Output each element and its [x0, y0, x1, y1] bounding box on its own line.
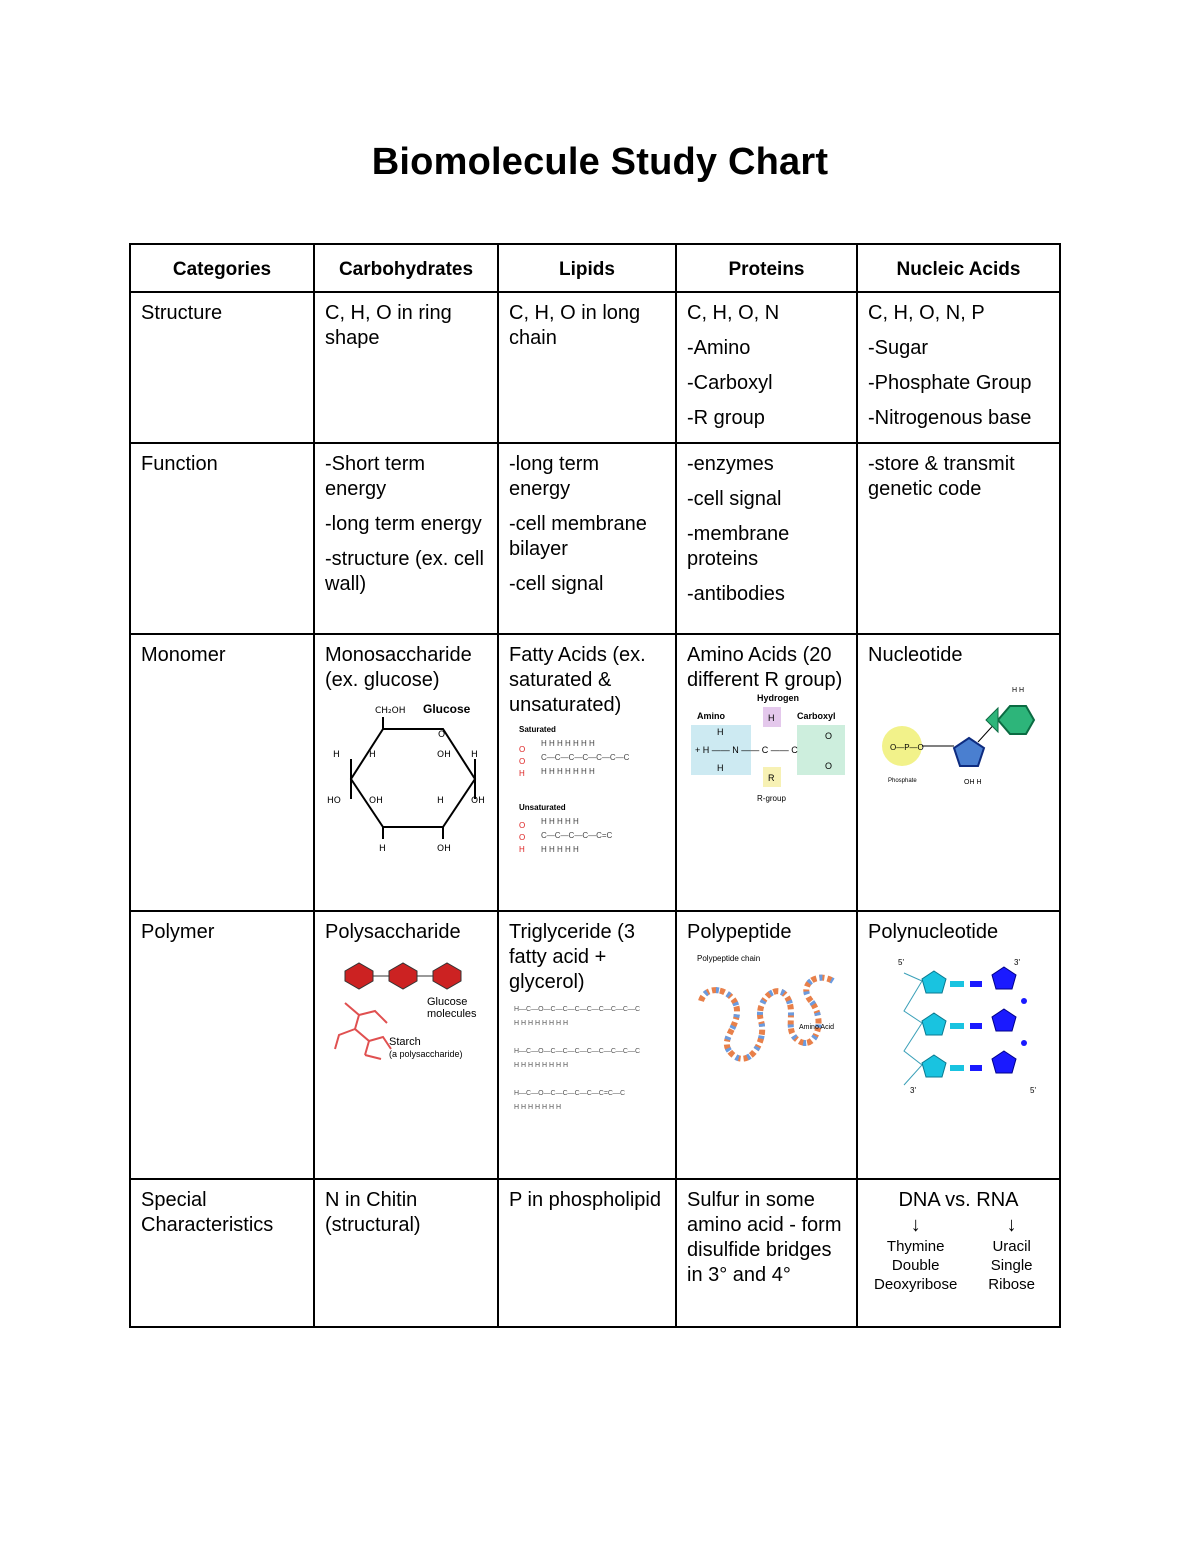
svg-text:O: O [825, 731, 833, 741]
list-item: -Amino [687, 337, 751, 359]
monomer-row [130, 634, 1060, 911]
svg-text:R: R [768, 773, 775, 783]
page-title: Biomolecule Study Chart [371, 141, 829, 183]
strand-end-label: 3' [1013, 958, 1020, 967]
row-label-polymer: Polymer [130, 911, 314, 1179]
svg-text:H: H [519, 769, 525, 778]
amino-label: Amino [697, 711, 725, 721]
dna-trait: Double [891, 1257, 940, 1274]
polymer-text: Polysaccharide [325, 921, 461, 943]
strand-end-label: 5' [1029, 1086, 1036, 1095]
down-arrow-icon: ↓ [1006, 1214, 1017, 1236]
header-row [130, 244, 1060, 292]
glucose-molecules-label: Glucose [427, 996, 468, 1008]
down-arrow-icon: ↓ [910, 1214, 921, 1236]
carboxyl-label: Carboxyl [797, 711, 836, 721]
function-lipids [498, 443, 676, 634]
polymer-text: Triglyceride (3 fatty acid + glycerol) [509, 921, 635, 993]
structure-row [130, 292, 1060, 443]
dna-rna-comparison [868, 1213, 1049, 1294]
list-item: -Nitrogenous base [868, 407, 1032, 429]
svg-text:OH: OH [437, 750, 451, 760]
header-lipids: Lipids [498, 244, 676, 292]
polypeptide-diagram [687, 951, 847, 1076]
svg-text:H: H [471, 750, 478, 760]
starch-label: (a polysaccharide) [389, 1049, 463, 1059]
monomer-lipids [498, 634, 676, 911]
svg-text:Phosphate: Phosphate [887, 778, 917, 784]
polymer-nucleic-acids [857, 911, 1060, 1179]
list-item: -Carboxyl [687, 372, 773, 394]
dna-column [874, 1213, 957, 1294]
structure-lipids: C, H, O in long chain [498, 292, 676, 443]
svg-text:H H H H H: H H H H H [541, 817, 579, 826]
svg-text:H: H [717, 763, 724, 773]
special-nucleic-acids [857, 1179, 1060, 1327]
svg-text:OH H: OH H [963, 779, 981, 786]
function-carbohydrates [314, 443, 498, 634]
monomer-carbohydrates [314, 634, 498, 911]
list-item: -long term energy [509, 453, 600, 500]
dna-vs-rna-heading: DNA vs. RNA [898, 1189, 1019, 1211]
rna-trait: Uracil [992, 1238, 1031, 1255]
row-label-function: Function [130, 443, 314, 634]
svg-text:C—C—C—C—C=C: C—C—C—C—C=C [541, 831, 613, 840]
svg-text:H—C—O—C—C—C—C—C=C—C: H—C—O—C—C—C—C—C=C—C [514, 1090, 626, 1097]
svg-text:H: H [519, 845, 525, 854]
list-item: -cell signal [687, 488, 782, 510]
svg-text:+ H —— N —— C —— C: + H —— N —— C —— C [695, 745, 798, 755]
glucose-label: Glucose [423, 702, 471, 716]
monomer-text: Fatty Acids (ex. saturated & unsaturated) [509, 644, 646, 716]
svg-text:OH: OH [437, 844, 451, 854]
rna-trait: Single [990, 1257, 1033, 1274]
nucleotide-diagram [874, 674, 1044, 804]
list-item: C, H, O, N, P [868, 302, 985, 324]
list-item: -enzymes [687, 453, 774, 475]
structure-nucleic-acids [857, 292, 1060, 443]
list-item: -Sugar [868, 337, 929, 359]
dna-trait: Deoxyribose [874, 1276, 958, 1293]
rna-column [988, 1213, 1035, 1294]
unsaturated-label: Unsaturated [519, 803, 566, 812]
svg-text:H: H [768, 713, 775, 723]
function-row [130, 443, 1060, 634]
header-categories: Categories [130, 244, 314, 292]
special-row [130, 1179, 1060, 1327]
polymer-text: Polynucleotide [868, 921, 999, 943]
svg-text:H H H H H H H H: H H H H H H H H [514, 1020, 569, 1027]
special-proteins: Sulfur in some amino acid - form disulfide bridges in 3° and 4° [676, 1179, 857, 1327]
structure-proteins [676, 292, 857, 443]
monomer-text: Nucleotide [868, 644, 963, 666]
svg-text:OH: OH [369, 796, 383, 806]
svg-text:H: H [437, 796, 444, 806]
list-item: -long term energy [325, 513, 482, 535]
polymer-text: Polypeptide [687, 921, 792, 943]
svg-text:H H H H H H H: H H H H H H H [541, 739, 595, 748]
monomer-text: Amino Acids (20 different R group) [687, 644, 843, 691]
structure-carbohydrates: C, H, O in ring shape [314, 292, 498, 443]
svg-text:H: H [717, 727, 724, 737]
svg-text:O: O [519, 745, 526, 754]
starch-label: Starch [389, 1036, 421, 1048]
list-item: -Phosphate Group [868, 372, 1032, 394]
amino-acid-diagram [687, 693, 847, 818]
list-item: -cell membrane bilayer [509, 513, 647, 560]
svg-text:O: O [438, 730, 446, 740]
svg-text:HO: HO [327, 796, 341, 806]
svg-text:OH: OH [471, 796, 485, 806]
special-lipids: P in phospholipid [498, 1179, 676, 1327]
svg-text:H—C—O—C—C—C—C—C—C—C—C: H—C—O—C—C—C—C—C—C—C—C [514, 1048, 640, 1055]
svg-text:C—C—C—C—C—C—C: C—C—C—C—C—C—C [541, 753, 630, 762]
polymer-lipids [498, 911, 676, 1179]
svg-text:O: O [825, 761, 833, 771]
polymer-row [130, 911, 1060, 1179]
rna-trait: Ribose [988, 1276, 1035, 1293]
row-label-structure: Structure [130, 292, 314, 443]
monomer-nucleic-acids [857, 634, 1060, 911]
function-nucleic-acids [857, 443, 1060, 634]
ring-atom-label: CH₂OH [375, 706, 406, 716]
list-item: -structure (ex. cell wall) [325, 548, 484, 595]
svg-text:H: H [333, 750, 340, 760]
strand-end-label: 3' [909, 1086, 916, 1095]
polymer-proteins [676, 911, 857, 1179]
fatty-acid-diagram [517, 724, 657, 864]
amino-acid-label: Amino Acid [799, 1024, 835, 1031]
svg-text:H: H [369, 750, 376, 760]
row-label-special: Special Characteristics [130, 1179, 314, 1327]
header-carbohydrates: Carbohydrates [314, 244, 498, 292]
special-carbohydrates: N in Chitin (structural) [314, 1179, 498, 1327]
list-item: -membrane proteins [687, 523, 790, 570]
triglyceride-diagram [512, 997, 662, 1127]
polymer-carbohydrates [314, 911, 498, 1179]
svg-text:H H H H H H H: H H H H H H H [541, 767, 595, 776]
list-item: -R group [687, 407, 765, 429]
svg-text:H H H H H H H H: H H H H H H H H [514, 1062, 569, 1069]
row-label-monomer: Monomer [130, 634, 314, 911]
polynucleotide-diagram [874, 951, 1044, 1101]
r-group-label: R-group [757, 794, 786, 803]
dna-trait: Thymine [886, 1238, 945, 1255]
glucose-molecules-label: molecules [427, 1008, 477, 1020]
svg-text:O: O [519, 833, 526, 842]
strand-end-label: 5' [897, 958, 904, 967]
svg-text:H H H H H H H: H H H H H H H [514, 1104, 562, 1111]
monomer-proteins [676, 634, 857, 911]
svg-text:H: H [379, 844, 386, 854]
svg-text:H—C—O—C—C—C—C—C—C—C—C: H—C—O—C—C—C—C—C—C—C—C [514, 1006, 640, 1013]
function-proteins [676, 443, 857, 634]
glucose-structure-diagram [325, 699, 490, 859]
list-item: -store & transmit genetic code [868, 453, 1015, 500]
svg-text:O: O [519, 757, 526, 766]
list-item: C, H, O, N [687, 302, 780, 324]
svg-text:H H H H H: H H H H H [541, 845, 579, 854]
polypeptide-chain-label: Polypeptide chain [697, 954, 761, 963]
list-item: -cell signal [509, 573, 604, 595]
list-item: -antibodies [687, 583, 785, 605]
biomolecule-table [129, 243, 1061, 1328]
svg-text:H H: H H [1011, 687, 1024, 694]
svg-text:O: O [519, 821, 526, 830]
svg-text:O—P—O: O—P—O [889, 743, 924, 752]
starch-diagram [325, 951, 490, 1071]
monomer-text: Monosaccharide (ex. glucose) [325, 644, 472, 691]
header-nucleic-acids: Nucleic Acids [857, 244, 1060, 292]
hydrogen-label: Hydrogen [757, 693, 800, 703]
saturated-label: Saturated [519, 725, 556, 734]
header-proteins: Proteins [676, 244, 857, 292]
list-item: -Short term energy [325, 453, 426, 500]
